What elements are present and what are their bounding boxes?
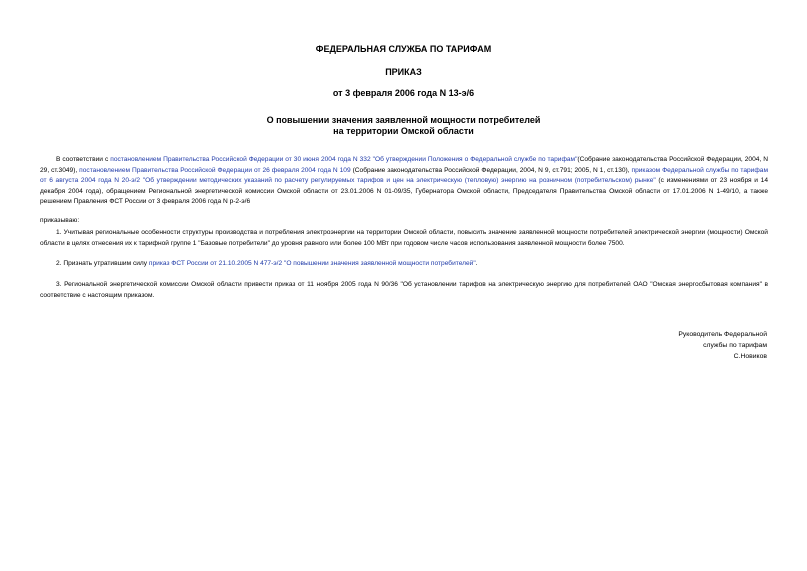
document-type: ПРИКАЗ (385, 67, 422, 77)
document-title-line1: О повышении значения заявленной мощности потребителей (266, 115, 541, 125)
order-item-3: 3. Региональной энергетической комиссии Омской области привести приказ от 11 ноября 2005 года N 90/36 "Об установлении тарифов на электрическую энергию для потребителей ОАО "Омская энергосбытовая компания" в соответствие с настоящим приказом. (40, 281, 768, 299)
item2-text-2: . (475, 260, 478, 267)
order-item-2 (40, 259, 768, 270)
preamble-text-3: (Собрание законодательства Российской Федерации, 2004, N 9, ст.791; 2005, N 1, ст.130), (350, 166, 632, 174)
link-order-20-e-2[interactable]: приказом Федеральной службы по тарифам от 6 августа 2004 года N 20-э/2 "Об утверждении методических указаний по расчету регулируемых тарифов и цен на электрическую (тепловую) энергию на розничном (потребительском) рынке" (40, 166, 768, 185)
signature-block (678, 329, 767, 362)
preamble-text-2: (Собрание законодательства Российской Федерации, 2004, N 29, ст.3049), (40, 156, 768, 174)
preamble-text-4: (с изменениями от 23 ноября и 14 декабря 2004 года), обращением Региональной энергетической комиссии Омской области от 23.01.2006 N 01-09/35, Губернатора Омской области, Председателя Правительства Омской области от 17.01.2006 N 1-49/10, а также решением Правления ФСТ России от 3 февраля 2006 года N р-2-э/6 (40, 177, 768, 206)
signature-line2: службы по тарифам (703, 342, 767, 349)
signature-line1: Руководитель Федеральной (678, 331, 767, 338)
signature-name: С.Новиков (733, 353, 767, 360)
link-resolution-109[interactable]: постановлением Правительства Российской Федерации от 26 февраля 2004 года N 109 (79, 166, 351, 174)
agency-name: ФЕДЕРАЛЬНАЯ СЛУЖБА ПО ТАРИФАМ (315, 44, 492, 54)
link-resolution-332[interactable]: постановлением Правительства Российской Федерации от 30 июня 2004 года N 332 "Об утверждении Положения о Федеральной службе по тарифам" (110, 156, 578, 163)
item2-text-1: 2. Признать утратившим силу (56, 260, 149, 267)
link-order-477-e-2[interactable]: приказ ФСТ России от 21.10.2005 N 477-э/2 "О повышении значения заявленной мощности потребителей" (148, 260, 476, 267)
document-title (0, 115, 807, 137)
document-title-line2: на территории Омской области (333, 126, 474, 136)
preamble-paragraph (40, 155, 768, 208)
document-date: от 3 февраля 2006 года N 13-э/6 (332, 88, 475, 98)
order-item-1: 1. Учитывая региональные особенности структуры производства и потребления электроэнергии на территории Омской области, повысить значение заявленной мощности потребителей электрической энергии (мощности) Омской области в целях отнесения их к тарифной группе 1 "Базовые потребители" до уровня равного или более 100 МВт при годовом числе часов использования заявленной мощности более 7500. (40, 229, 768, 247)
order-word: приказываю: (40, 217, 80, 224)
preamble-text-1: В соответствии с (56, 156, 111, 163)
